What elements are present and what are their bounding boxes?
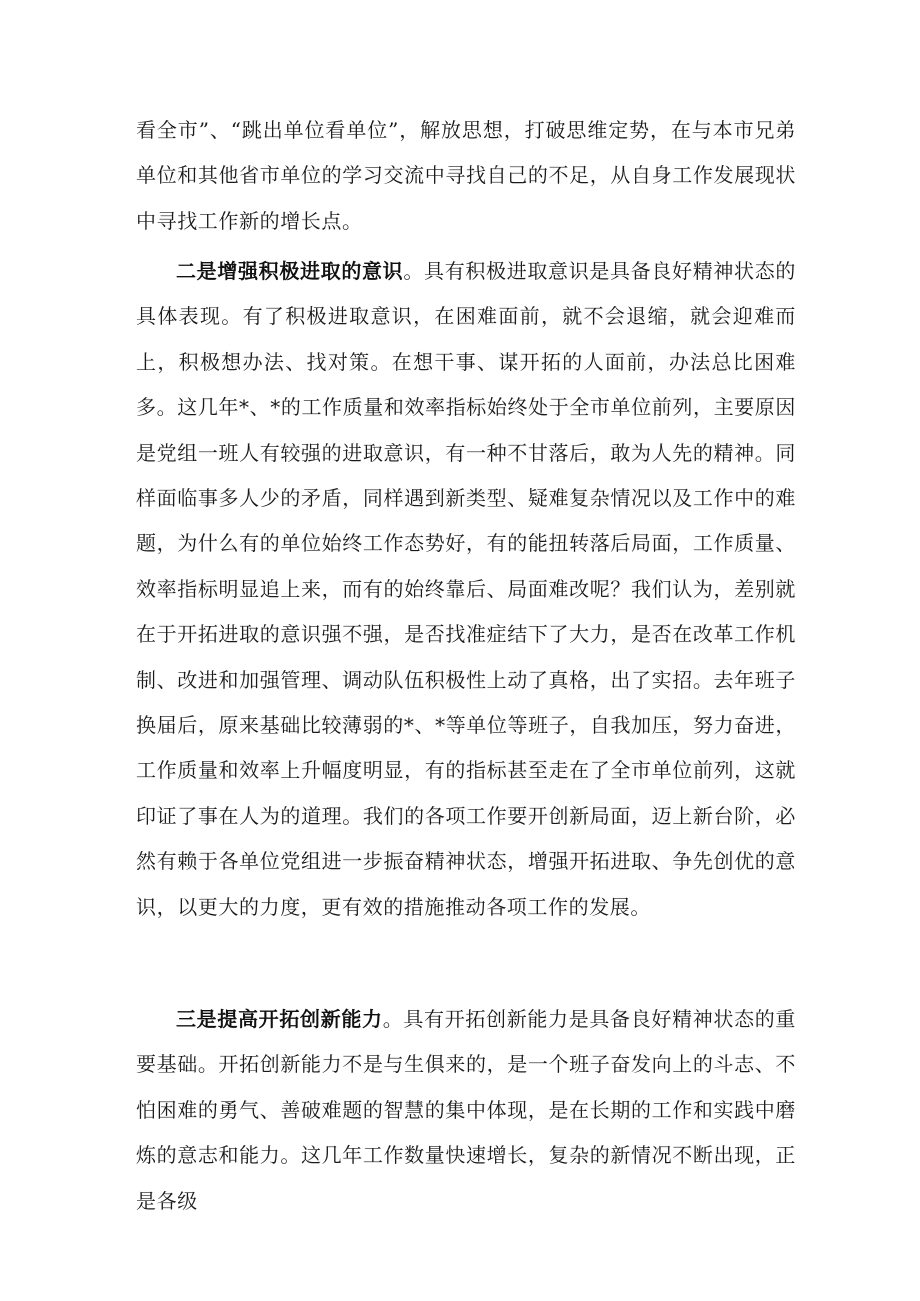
paragraph-increase-initiative: [136, 249, 796, 930]
paragraph-continuation: [136, 108, 796, 244]
paragraph-improve-innovation: [136, 997, 796, 1224]
paragraph-1-text: 看全市”、“跳出单位看单位”，解放思想，打破思维定势，在与本市兄弟单位和其他省市单位的学习交流中寻找自己的不足，从自身工作发展现状中寻找工作新的增长点。: [136, 118, 796, 233]
paragraph-3-text: 。具有开拓创新能力是具备良好精神状态的重要基础。开拓创新能力不是与生俱来的，是一个班子奋发向上的斗志、不怕困难的勇气、善破难题的智慧的集中体现，是在长期的工作和实践中磨炼的意志和能力。这几年工作数量快速增长，复杂的新情况不断出现，正是各级: [136, 1007, 797, 1213]
paragraph-3-heading: 三是提高开拓创新能力: [176, 1007, 383, 1031]
paragraph-2-heading: 二是增强积极进取的意识: [176, 259, 404, 283]
paragraph-2-text: 。具有积极进取意识是具备良好精神状态的具体表现。有了积极进取意识，在困难面前，就不会退缩，就会迎难而上，积极想办法、找对策。在想干事、谋开拓的人面前，办法总比困难多。这几年*、*的工作质量和效率指标始终处于全市单位前列，主要原因是党组一班人有较强的进取意识，有一种不甘落后，敢为人先的精神。同样面临事多人少的矛盾，同样遇到新类型、疑难复杂情况以及工作中的难题，为什么有的单位始终工作态势好，有的能扭转落后局面，工作质量、效率指标明显追上来，而有的始终靠后、局面难改呢？我们认为，差别就在于开拓进取的意识强不强，是否找准症结下了大力，是否在改革工作机制、改进和加强管理、调动队伍积极性上动了真格，出了实招。去年班子换届后，原来基础比较薄弱的*、*等单位等班子，自我加压，努力奋进，工作质量和效率上升幅度明显，有的指标甚至走在了全市单位前列，这就印证了事在人为的道理。我们的各项工作要开创新局面，迈上新台阶，必然有赖于各单位党组进一步振奋精神状态，增强开拓进取、争先创优的意识，以更大的力度，更有效的措施推动各项工作的发展。: [136, 259, 796, 919]
